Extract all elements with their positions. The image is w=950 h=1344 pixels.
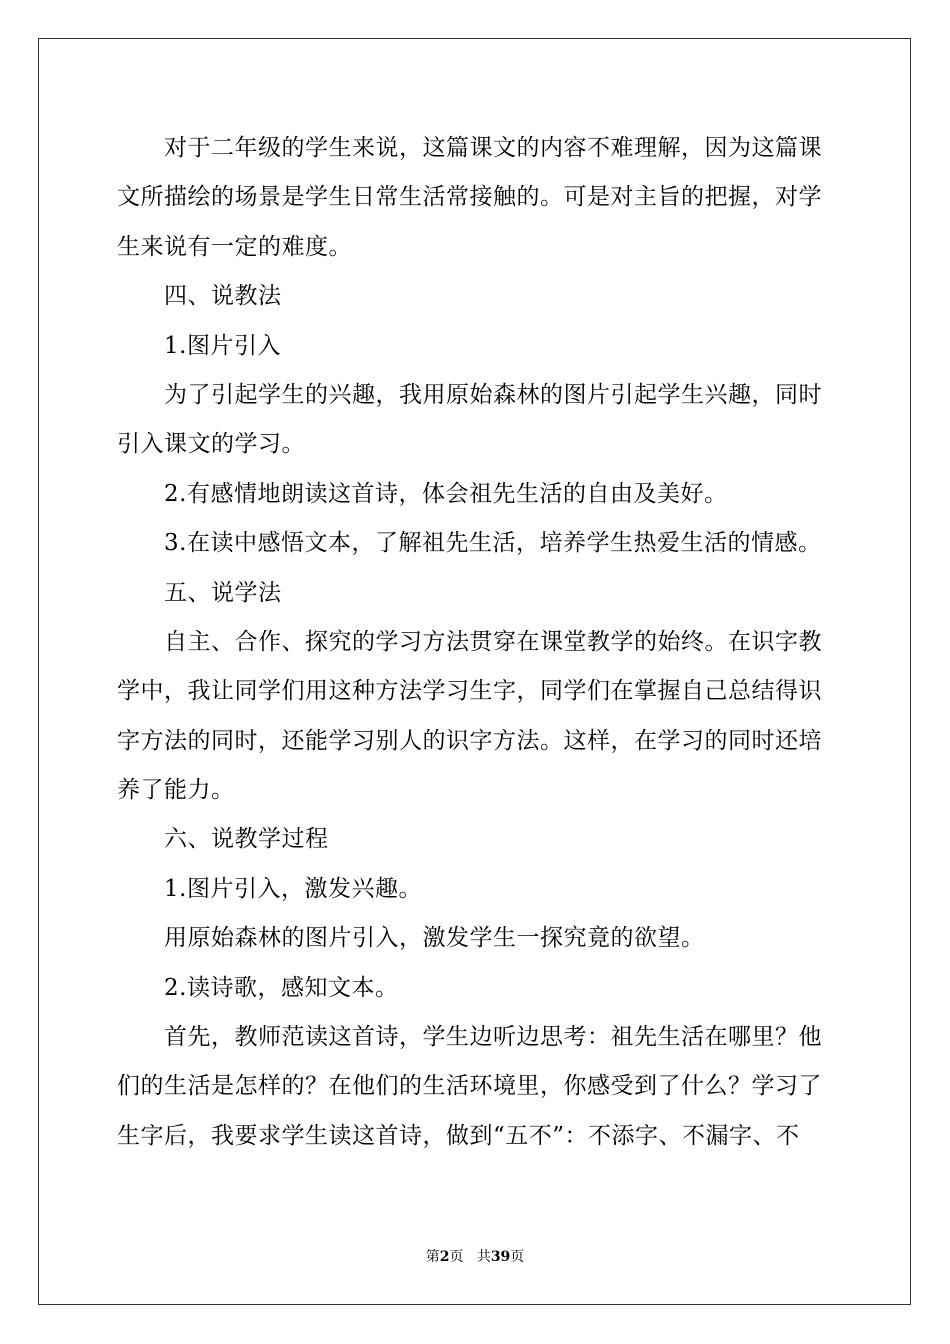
footer-page-suffix: 页 xyxy=(449,1249,464,1265)
text-line: 五、说学法 xyxy=(164,579,282,606)
text-line: 文所描绘的场景是学生日常生活常接触的。可是对主旨的把握，对学 xyxy=(117,184,822,211)
document-body xyxy=(117,124,833,1161)
text-line: 生字后，我要求学生读这首诗，做到“五不”：不添字、不漏字、不 xyxy=(117,1122,800,1149)
page-footer xyxy=(0,1246,950,1266)
text-line: 2.读诗歌，感知文本。 xyxy=(164,974,399,1001)
text-line: 引入课文的学习。 xyxy=(117,431,305,458)
total-page-count: 39 xyxy=(490,1249,511,1265)
text-line: 生来说有一定的难度。 xyxy=(117,233,352,260)
text-line: 1.图片引入 xyxy=(164,332,281,359)
text-line: 们的生活是怎样的？在他们的生活环境里，你感受到了什么？学习了 xyxy=(117,1073,822,1100)
footer-prefix: 第 xyxy=(425,1249,440,1265)
text-line: 2.有感情地朗读这首诗，体会祖先生活的自由及美好。 xyxy=(164,480,728,507)
text-line: 字方法的同时，还能学习别人的识字方法。这样，在学习的同时还培 xyxy=(117,727,822,754)
current-page-number: 2 xyxy=(439,1249,450,1265)
text-line: 1.图片引入，激发兴趣。 xyxy=(164,875,422,902)
text-line: 自主、合作、探究的学习方法贯穿在课堂教学的始终。在识字教 xyxy=(164,628,822,655)
text-line: 养了能力。 xyxy=(117,777,235,804)
text-line: 六、说教学过程 xyxy=(164,826,329,853)
footer-total-prefix: 共 xyxy=(476,1249,491,1265)
text-line: 首先，教师范读这首诗，学生边听边思考：祖先生活在哪里？他 xyxy=(164,1024,822,1051)
text-line: 学中，我让同学们用这种方法学习生字，同学们在掌握自己总结得识 xyxy=(117,678,822,705)
text-line: 用原始森林的图片引入，激发学生一探究竟的欲望。 xyxy=(164,925,705,952)
text-line: 四、说教法 xyxy=(164,283,282,310)
text-line: 对于二年级的学生来说，这篇课文的内容不难理解，因为这篇课 xyxy=(164,135,822,161)
footer-total-suffix: 页 xyxy=(510,1249,525,1265)
text-line: 3.在读中感悟文本，了解祖先生活，培养学生热爱生活的情感。 xyxy=(164,530,822,557)
text-line: 为了引起学生的兴趣，我用原始森林的图片引起学生兴趣，同时 xyxy=(164,381,822,408)
